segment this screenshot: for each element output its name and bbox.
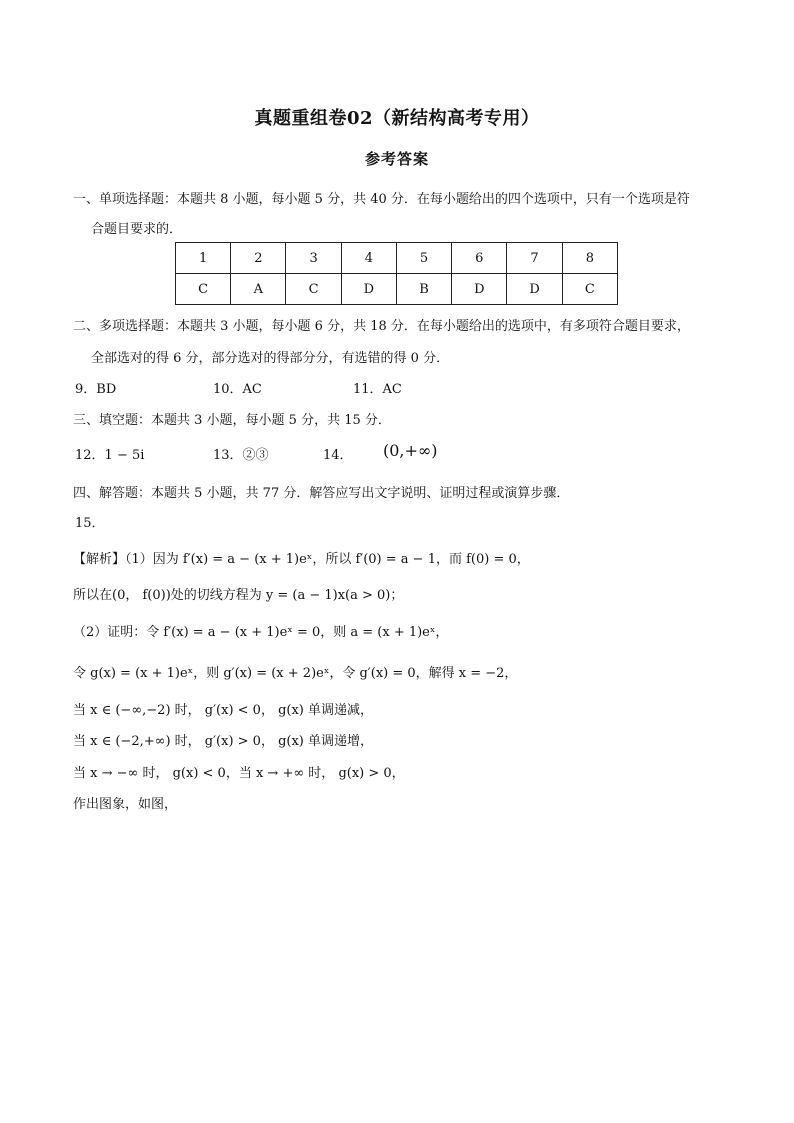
section1-heading-line2: 合题目要求的． — [91, 222, 183, 237]
table-cell-number: 4 — [341, 243, 396, 274]
answer-q9: 9．BD — [75, 382, 117, 397]
page-subtitle: 参考答案 — [364, 150, 429, 168]
table-cell-answer: D — [341, 274, 396, 305]
solution-line-7: 当 x → −∞ 时， g(x) < 0，当 x → +∞ 时， g(x) > 0， — [73, 766, 405, 781]
solution-line-8: 作出图象，如图， — [73, 797, 178, 812]
answer-q14-label: 14． — [323, 448, 353, 463]
table-cell-number: 7 — [507, 243, 562, 274]
table-cell-answer: C — [286, 274, 341, 305]
table-cell-number: 6 — [452, 243, 507, 274]
solution-line-2: 所以在(0， f(0))处的切线方程为 y = (a − 1)x(a > 0)； — [73, 588, 404, 603]
solution-line-5: 当 x ∈ (−∞,−2) 时， g′(x) < 0， g(x) 单调递减， — [73, 703, 374, 718]
answer-q13: 13．②③ — [213, 448, 269, 463]
solution-line-4: 令 g(x) = (x + 1)eˣ，则 g′(x) = (x + 2)eˣ，令 g′(x) = 0，解得 x = −2， — [73, 666, 518, 681]
solution-line-3: （2）证明：令 f′(x) = a − (x + 1)eˣ = 0，则 a = (x + 1)eˣ， — [73, 625, 449, 640]
answer-table-number-row — [176, 243, 618, 274]
table-cell-answer: A — [231, 274, 286, 305]
section4-heading: 四、解答题：本题共 5 小题，共 77 分．解答应写出文字说明、证明过程或演算步骤． — [73, 486, 570, 501]
table-cell-answer: D — [452, 274, 507, 305]
table-cell-answer: C — [176, 274, 231, 305]
answer-q10: 10．AC — [213, 382, 262, 397]
table-cell-number: 5 — [396, 243, 451, 274]
answer-q14-value: (0,+∞) — [383, 441, 438, 460]
page-title: 真题重组卷02（新结构高考专用） — [254, 108, 540, 129]
table-cell-number: 8 — [562, 243, 617, 274]
table-cell-number: 3 — [286, 243, 341, 274]
solution-line-6: 当 x ∈ (−2,+∞) 时， g′(x) > 0， g(x) 单调递增， — [73, 734, 374, 749]
section2-heading-line1: 二、多项选择题：本题共 3 小题，每小题 6 分，共 18 分．在每小题给出的选项中，有多项符合题目要求， — [73, 319, 690, 334]
question-15-number: 15． — [75, 516, 105, 531]
answer-q12: 12．1 − 5i — [75, 448, 145, 463]
answer-table — [175, 242, 618, 305]
table-cell-answer: B — [396, 274, 451, 305]
table-cell-answer: D — [507, 274, 562, 305]
table-cell-answer: C — [562, 274, 617, 305]
solution-line-1: 【解析】（1）因为 f′(x) = a − (x + 1)eˣ，所以 f′(0) = a − 1，而 f(0) = 0， — [73, 552, 530, 567]
table-cell-number: 2 — [231, 243, 286, 274]
answer-table-answer-row — [176, 274, 618, 305]
answer-q11: 11．AC — [353, 382, 402, 397]
section2-heading-line2: 全部选对的得 6 分，部分选对的得部分分，有选错的得 0 分． — [91, 351, 450, 366]
table-cell-number: 1 — [176, 243, 231, 274]
section1-heading-line1: 一、单项选择题：本题共 8 小题，每小题 5 分，共 40 分．在每小题给出的四个选项中，只有一个选项是符 — [73, 192, 690, 207]
section3-heading: 三、填空题：本题共 3 小题，每小题 5 分，共 15 分． — [73, 413, 391, 428]
